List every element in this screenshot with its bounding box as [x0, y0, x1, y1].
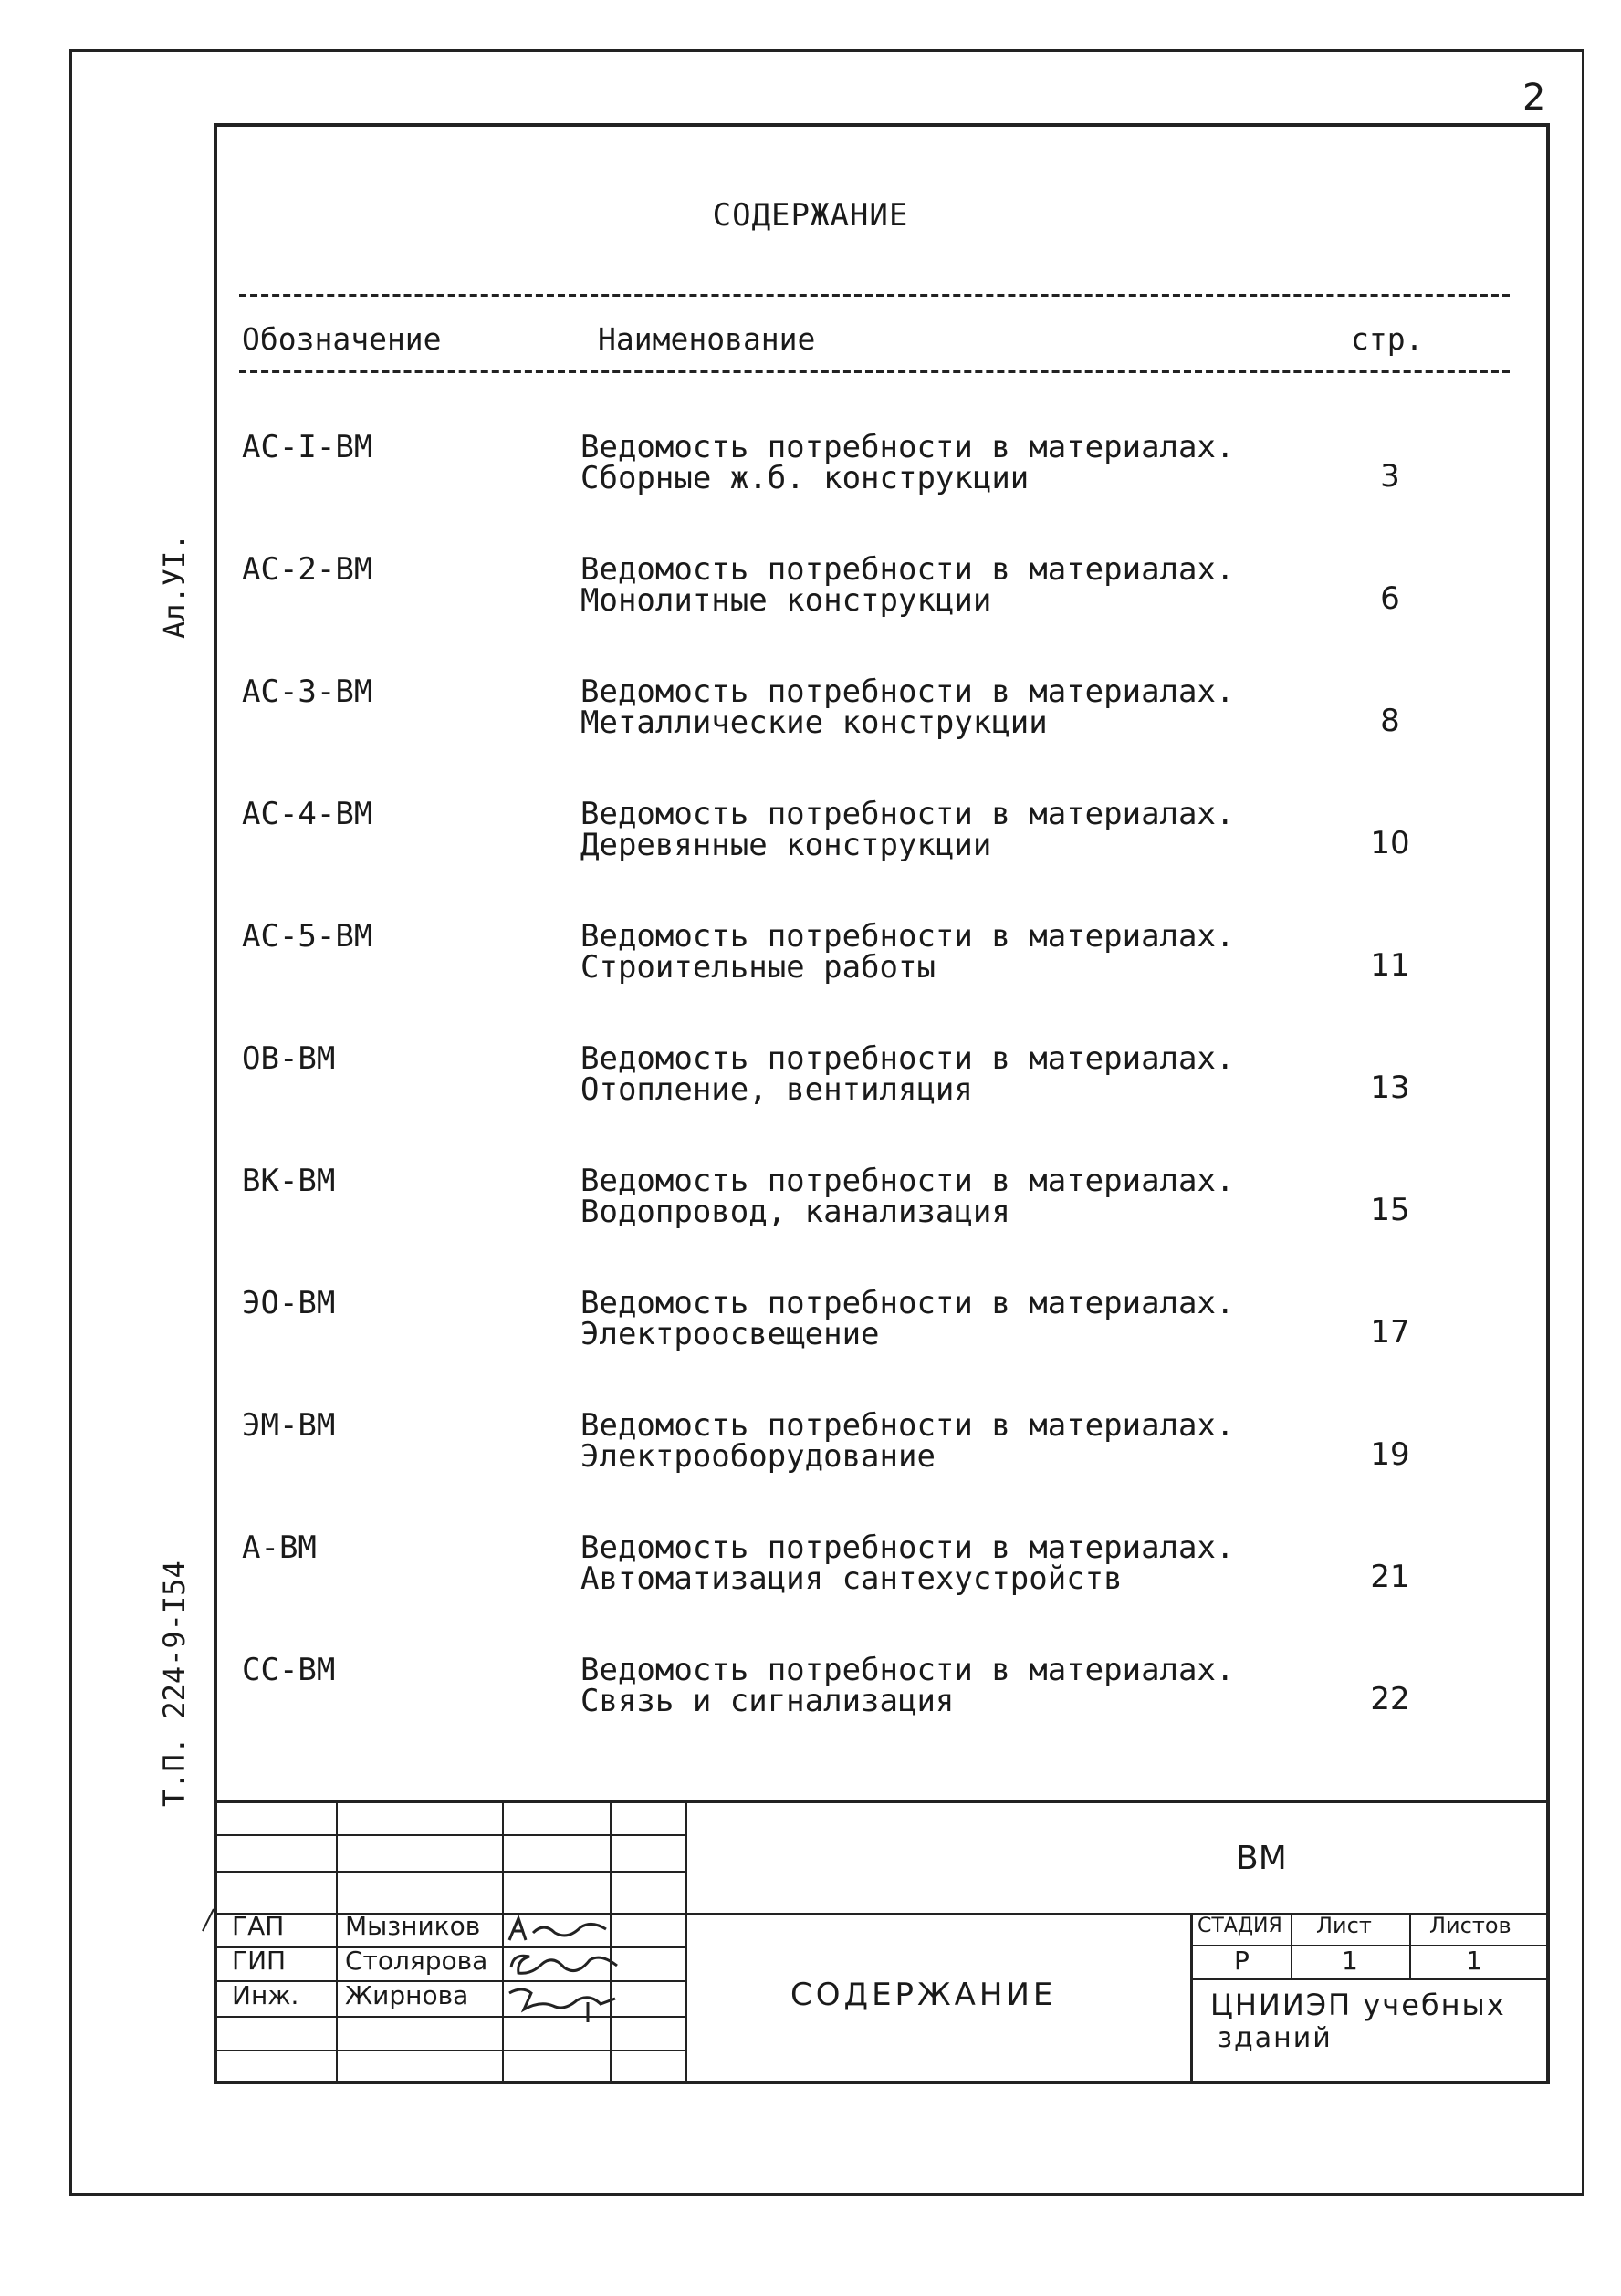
page-number: 2	[1522, 77, 1546, 119]
stamp-divider	[214, 2050, 686, 2051]
signature-gap	[504, 1913, 613, 1946]
stamp-divider	[1192, 1978, 1550, 1980]
entry-code: АС-3-ВМ	[242, 673, 373, 710]
stamp-divider	[1409, 1913, 1411, 1978]
entry-page: 13	[1370, 1070, 1410, 1106]
stage-label: СТАДИЯ	[1197, 1915, 1282, 1937]
entry-page: 17	[1370, 1314, 1410, 1351]
column-header-name: Наименование	[598, 321, 816, 357]
stage-value: Р	[1234, 1946, 1250, 1976]
side-label-bottom: Т.П. 224-9-I54	[157, 1560, 192, 1807]
column-header-page: стр.	[1351, 321, 1424, 357]
entry-page: 19	[1370, 1436, 1410, 1473]
page-title: СОДЕРЖАНИЕ	[712, 197, 909, 234]
entry-code: ЭО-ВМ	[242, 1285, 336, 1321]
contents-row	[0, 796, 1621, 887]
entry-title-line1: Ведомость потребности в материалах.	[580, 1040, 1235, 1077]
entry-title-line1: Ведомость потребности в материалах.	[580, 1285, 1235, 1321]
entry-title-line2: Строительные работы	[580, 949, 936, 986]
entry-title-line1: Ведомость потребности в материалах.	[580, 918, 1235, 955]
organization-line1: ЦНИИЭП учебных	[1210, 1988, 1506, 2022]
signature-engineer	[504, 1982, 622, 2026]
stamp-divider	[214, 1871, 686, 1873]
margin-mark	[199, 1907, 217, 1935]
contents-row	[0, 673, 1621, 765]
entry-code: АС-I-ВМ	[242, 429, 373, 465]
stamp-divider	[1190, 1913, 1193, 2084]
entry-code: АС-4-ВМ	[242, 796, 373, 832]
entry-title-line2: Водопровод, канализация	[580, 1194, 1010, 1230]
contents-row	[0, 1040, 1621, 1132]
entry-title-line2: Сборные ж.б. конструкции	[580, 460, 1030, 496]
entry-title-line2: Металлические конструкции	[580, 704, 1048, 741]
entry-page: 3	[1380, 458, 1400, 495]
name-engineer: Жирнова	[345, 1980, 469, 2010]
entry-title-line1: Ведомость потребности в материалах.	[580, 1529, 1235, 1566]
entry-title-line2: Связь и сигнализация	[580, 1683, 955, 1719]
contents-row	[0, 1529, 1621, 1621]
entry-title-line1: Ведомость потребности в материалах.	[580, 429, 1235, 465]
contents-row	[0, 1285, 1621, 1376]
entry-code: ЭМ-ВМ	[242, 1407, 336, 1444]
entry-code: СС-ВМ	[242, 1652, 336, 1688]
stamp-divider	[214, 1834, 686, 1836]
entry-code: ВК-ВМ	[242, 1163, 336, 1199]
sheets-value: 1	[1466, 1946, 1482, 1976]
organization-line2: зданий	[1218, 2022, 1333, 2054]
entry-page: 8	[1380, 703, 1400, 739]
entry-title-line2: Монолитные конструкции	[580, 582, 992, 619]
entry-page: 6	[1380, 580, 1400, 617]
sheet-label: Лист	[1316, 1913, 1372, 1938]
entry-page: 10	[1370, 825, 1410, 861]
entry-page: 11	[1370, 947, 1410, 984]
entry-title-line2: Деревянные конструкции	[580, 827, 992, 863]
entry-title-line1: Ведомость потребности в материалах.	[580, 1407, 1235, 1444]
column-header-code: Обозначение	[242, 321, 442, 357]
entry-title-line2: Электрооборудование	[580, 1438, 936, 1475]
entry-title-line1: Ведомость потребности в материалах.	[580, 551, 1235, 588]
entry-title-line1: Ведомость потребности в материалах.	[580, 1652, 1235, 1688]
role-gap: ГАП	[232, 1911, 285, 1941]
entry-code: А-ВМ	[242, 1529, 317, 1566]
signature-gip	[504, 1947, 622, 1980]
entry-title-line1: Ведомость потребности в материалах.	[580, 1163, 1235, 1199]
entry-code: АС-2-ВМ	[242, 551, 373, 588]
contents-row	[0, 1407, 1621, 1498]
contents-row	[0, 1652, 1621, 1743]
header-divider-top	[239, 294, 1510, 297]
role-gip: ГИП	[232, 1946, 287, 1976]
entry-page: 15	[1370, 1192, 1410, 1228]
contents-row	[0, 918, 1621, 1009]
entry-title-line1: Ведомость потребности в материалах.	[580, 673, 1235, 710]
role-engineer: Инж.	[232, 1980, 299, 2010]
sheets-label: Листов	[1429, 1913, 1511, 1938]
contents-row	[0, 1163, 1621, 1254]
header-divider-bottom	[239, 370, 1510, 373]
stamp-divider	[214, 1800, 1550, 1803]
sheet-value: 1	[1342, 1946, 1358, 1976]
contents-row	[0, 429, 1621, 520]
document-title: СОДЕРЖАНИЕ	[790, 1977, 1057, 2013]
entry-code: АС-5-ВМ	[242, 918, 373, 955]
stamp-divider	[1291, 1913, 1292, 1978]
entry-page: 21	[1370, 1559, 1410, 1595]
name-gip: Столярова	[345, 1946, 488, 1976]
stamp-divider	[336, 1800, 338, 2084]
entry-title-line2: Электроосвещение	[580, 1316, 880, 1352]
entry-title-line2: Автоматизация сантехустройств	[580, 1560, 1123, 1597]
entry-title-line1: Ведомость потребности в материалах.	[580, 796, 1235, 832]
stamp-divider	[685, 1800, 687, 2084]
side-label-top: Ал.УI.	[157, 533, 192, 639]
entry-page: 22	[1370, 1681, 1410, 1717]
document-code: ВМ	[1236, 1840, 1287, 1877]
contents-row	[0, 551, 1621, 642]
name-gap: Мызников	[345, 1911, 481, 1941]
entry-title-line2: Отопление, вентиляция	[580, 1071, 973, 1108]
entry-code: ОВ-ВМ	[242, 1040, 336, 1077]
